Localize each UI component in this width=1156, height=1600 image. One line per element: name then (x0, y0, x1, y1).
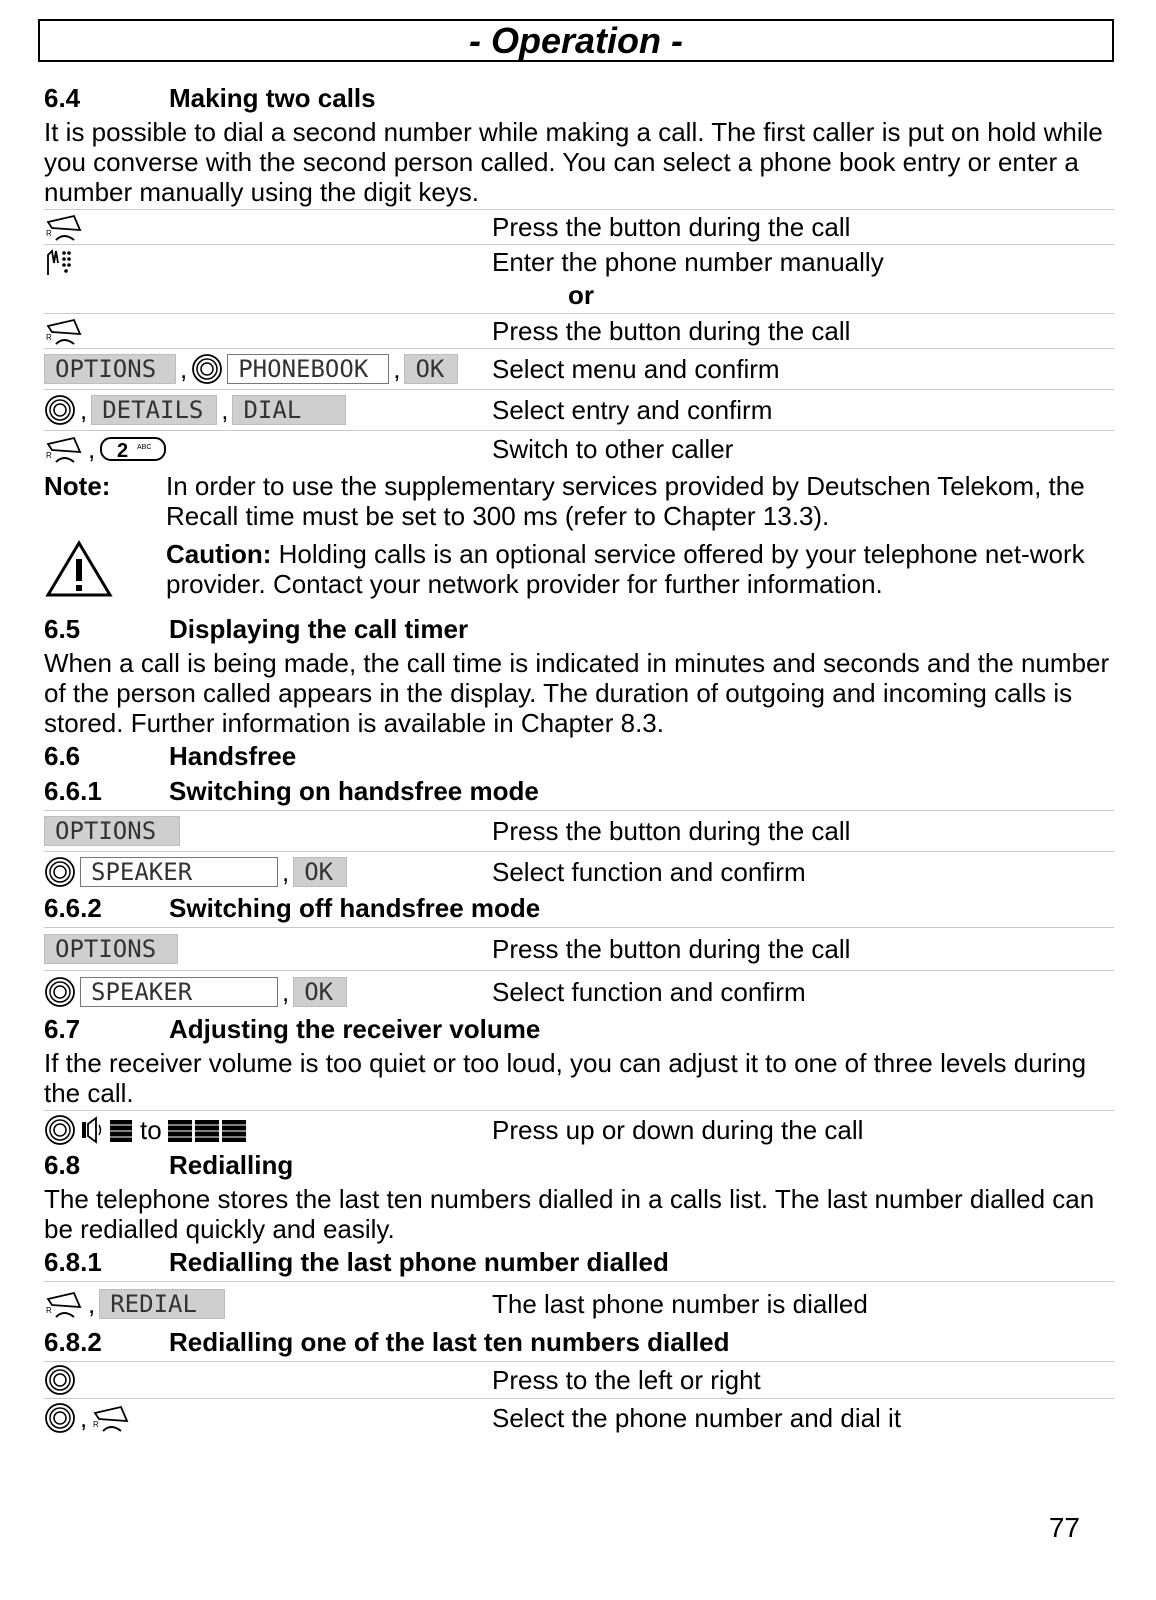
volume-level-high-icon (166, 1116, 248, 1144)
svg-text:R: R (93, 1420, 100, 1429)
navigation-key-icon (44, 1402, 76, 1434)
paragraph-6-8: The telephone stores the last ten numbers dialled in a calls list. The last number dialled can be redialled quickly and easily. (44, 1184, 1095, 1244)
paragraph-6-5: When a call is being made, the call time is indicated in minutes and seconds and the number of the person called appears in the display. The duration of outgoing and incoming calls is stored. Further information is available in Chapter 8.3. (44, 648, 1110, 738)
handset-icon (44, 1289, 84, 1319)
svg-text:R: R (46, 229, 52, 238)
paragraph-6-4: It is possible to dial a second number while making a call. The first caller is put on hold while you converse with the second person called. You can select a phone book entry or enter a number manually using the digit keys. (44, 117, 1103, 207)
step-row: Press to the left or right (44, 1361, 1114, 1398)
lcd-dial: DIAL (232, 395, 346, 425)
page-number: 77 (1048, 1512, 1080, 1543)
step-row: to Press up or down during the call (44, 1110, 1114, 1149)
lcd-options: OPTIONS (44, 354, 176, 384)
heading-6-8-2: 6.8.2 Redialling one of the last ten numbers dialled (44, 1327, 730, 1357)
step-row: OPTIONS , PHONEBOOK , OK Select menu and confirm (44, 348, 1114, 389)
lcd-redial: REDIAL (99, 1289, 225, 1319)
heading-6-7: 6.7 Adjusting the receiver volume (44, 1014, 541, 1044)
step-row: Enter the phone number manually (44, 244, 1114, 279)
step-row: R , 2 ABC Switch to other caller (44, 430, 1114, 467)
heading-6-4: 6.4 Making two calls (44, 83, 376, 113)
navigation-key-icon (44, 1364, 76, 1396)
heading-6-8-1: 6.8.1 Redialling the last phone number dialled (44, 1247, 669, 1277)
section-header-title: - Operation - (469, 20, 683, 61)
svg-text:R: R (46, 451, 52, 460)
lcd-details: DETAILS (91, 395, 217, 425)
lcd-phonebook: PHONEBOOK (227, 354, 389, 384)
handset-icon (44, 434, 84, 464)
step-row: OPTIONS Press the button during the call (44, 810, 1114, 851)
navigation-key-icon (191, 353, 223, 385)
lcd-ok: OK (293, 977, 347, 1007)
step-row: R , REDIAL The last phone number is dialled (44, 1281, 1114, 1326)
caution-block: Caution: Holding calls is an optional service offered by your telephone net-work provider. Contact your network provider for further information. (44, 539, 1114, 605)
lcd-options: OPTIONS (44, 816, 180, 846)
navigation-key-icon (44, 394, 76, 426)
page-content (44, 82, 1114, 1437)
lcd-ok: OK (404, 354, 458, 384)
step-row: , R Select the phone number and dial it (44, 1398, 1114, 1437)
note-block: Note: In order to use the supplementary services provided by Deutschen Telekom, the Recall time must be set to 300 ms (refer to Chapter 13.3). (44, 471, 1085, 531)
svg-text:R: R (46, 1306, 52, 1315)
lcd-ok: OK (293, 857, 347, 887)
paragraph-6-7: If the receiver volume is too quiet or too loud, you can adjust it to one of three levels during the call. (44, 1048, 1087, 1108)
step-row: R Press the button during the call (44, 209, 1114, 244)
heading-6-6-2: 6.6.2 Switching off handsfree mode (44, 893, 541, 923)
key-2-icon (99, 436, 169, 462)
step-row: SPEAKER , OK Select function and confirm (44, 851, 1114, 892)
warning-triangle-icon (44, 539, 114, 599)
heading-6-8: 6.8 Redialling (44, 1150, 294, 1180)
heading-6-6: 6.6 Handsfree (44, 741, 297, 771)
keypad-hand-icon (44, 247, 74, 277)
step-row: , DETAILS , DIAL Select entry and confirm (44, 389, 1114, 430)
volume-level-low-icon (80, 1116, 136, 1144)
svg-text:2: 2 (117, 440, 129, 462)
or-label: or (568, 280, 594, 310)
step-row: R Press the button during the call (44, 313, 1114, 348)
step-row: OPTIONS Press the button during the call (44, 927, 1114, 970)
step-row: SPEAKER , OK Select function and confirm (44, 970, 1114, 1013)
lcd-speaker: SPEAKER (80, 857, 278, 887)
navigation-key-icon (44, 856, 76, 888)
section-header (38, 19, 1114, 62)
navigation-key-icon (44, 976, 76, 1008)
svg-text:R: R (46, 333, 52, 342)
navigation-key-icon (44, 1114, 76, 1146)
heading-6-5: 6.5 Displaying the call timer (44, 614, 469, 644)
svg-text:ABC: ABC (137, 444, 152, 451)
lcd-speaker: SPEAKER (80, 977, 278, 1007)
handset-icon (44, 212, 84, 242)
lcd-options: OPTIONS (44, 934, 178, 964)
volume-to-label: to (140, 1114, 162, 1145)
handset-icon (91, 1403, 131, 1433)
heading-6-6-1: 6.6.1 Switching on handsfree mode (44, 776, 539, 806)
handset-icon (44, 316, 84, 346)
